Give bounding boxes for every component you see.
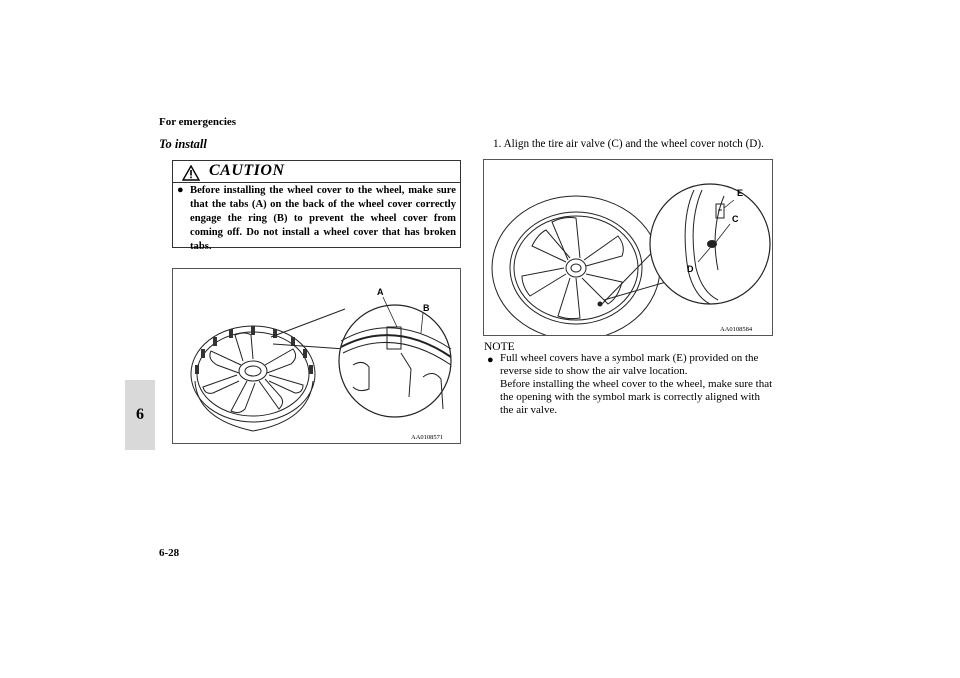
note-line-1: Full wheel covers have a symbol mark (E) provided on the reverse side to show the air valve location. bbox=[500, 352, 759, 377]
bullet-icon: ● bbox=[487, 354, 494, 366]
wheel-cover-tabs-figure bbox=[172, 268, 461, 444]
caution-text: Before installing the wheel cover to the wheel, make sure that the tabs (A) on the back of the wheel cover correctly engage the ring (B) to prevent the wheel cover from coming off. Do not install a wheel cover that has broken tabs. bbox=[190, 185, 456, 252]
figure-code: AA0108584 bbox=[720, 326, 753, 333]
label-e: E bbox=[737, 188, 744, 198]
note-line-2: Before installing the wheel cover to the wheel, make sure that the opening with the symbol mark is correctly aligned with the air valve. bbox=[500, 378, 773, 416]
wheel-alignment-illustration bbox=[484, 160, 773, 336]
caution-divider bbox=[173, 182, 460, 183]
figure-code: AA0108571 bbox=[411, 434, 444, 441]
caution-title: CAUTION bbox=[209, 162, 285, 179]
step-1: 1. Align the tire air valve (C) and the wheel cover notch (D). bbox=[493, 138, 764, 150]
page-number: 6-28 bbox=[159, 547, 180, 559]
section-header: For emergencies bbox=[159, 116, 237, 128]
label-c: C bbox=[732, 214, 739, 224]
bullet-icon: ● bbox=[177, 184, 184, 196]
chapter-tab: 6 bbox=[125, 380, 155, 450]
label-a: A bbox=[377, 287, 384, 297]
wheel-cover-illustration bbox=[173, 269, 461, 444]
label-d: D bbox=[687, 264, 694, 274]
caution-box bbox=[172, 160, 461, 252]
warning-triangle-icon bbox=[182, 165, 200, 181]
subheading: To install bbox=[159, 137, 207, 151]
note-label: NOTE bbox=[484, 341, 515, 353]
label-b: B bbox=[423, 303, 430, 313]
note-text bbox=[500, 352, 773, 417]
air-valve-alignment-figure bbox=[483, 159, 773, 336]
